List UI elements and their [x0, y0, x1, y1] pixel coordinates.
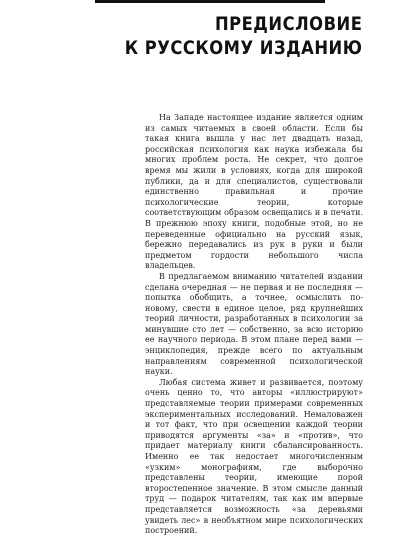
chapter-heading-line-1: ПРЕДИСЛОВИЕ [214, 13, 362, 35]
chapter-heading-line-2: К РУССКОМУ ИЗДАНИЮ [124, 37, 362, 59]
top-rule [95, 0, 325, 3]
chapter-heading [124, 12, 362, 60]
body-text [145, 113, 363, 537]
paragraph-3: Любая система живет и развивается, поэтому очень ценно то, что авторы «иллюстрируют» представляемые теории примерами современных экспериментальных исследований. Немаловажен и тот факт, что при освещении каждой теории приводятся аргументы «за» и «против», что придает материалу книги сбалансированность. Именно ее так недостает многочисленным «узким» монографиям, где выборочно представлены теории, имеющие порой второстепенное значение. В этом смысле данный труд — подарок читателям, так как им впервые представляется возможность «за деревьями увидеть лес» в необъятном мире психологических построений. [145, 377, 363, 536]
paragraph-1: На Западе настоящее издание является одним из самых читаемых в своей области. Если бы такая книга вышла у нас лет двадцать назад, российская психология как наука избежала бы многих проблем роста. Не секрет, что долгое время мы жили в условиях, когда для широкой публики, да и для специалистов, существовали единственно правильная и прочие психологические теории, которые соответствующим образом освещались и в печати. В прежнюю эпоху книги, подобные этой, но не переведенные официально на русский язык, бережно передавались из рук в руки и были предметом гордости небольшого числа владельцев. [145, 113, 363, 271]
paragraph-2: В предлагаемом вниманию читателей издании сделана очередная — не первая и не последняя — попытка обобщить, а точнее, осмыслить по-новому, свести в единое целое, ряд крупнейших теорий личности, разработанных в психологии за минувшие сто лет — собственно, за всю историю ее научного периода. В этом плане перед вами — энциклопедия, прежде всего по актуальным направлениям современной психологической науки. [145, 271, 363, 377]
